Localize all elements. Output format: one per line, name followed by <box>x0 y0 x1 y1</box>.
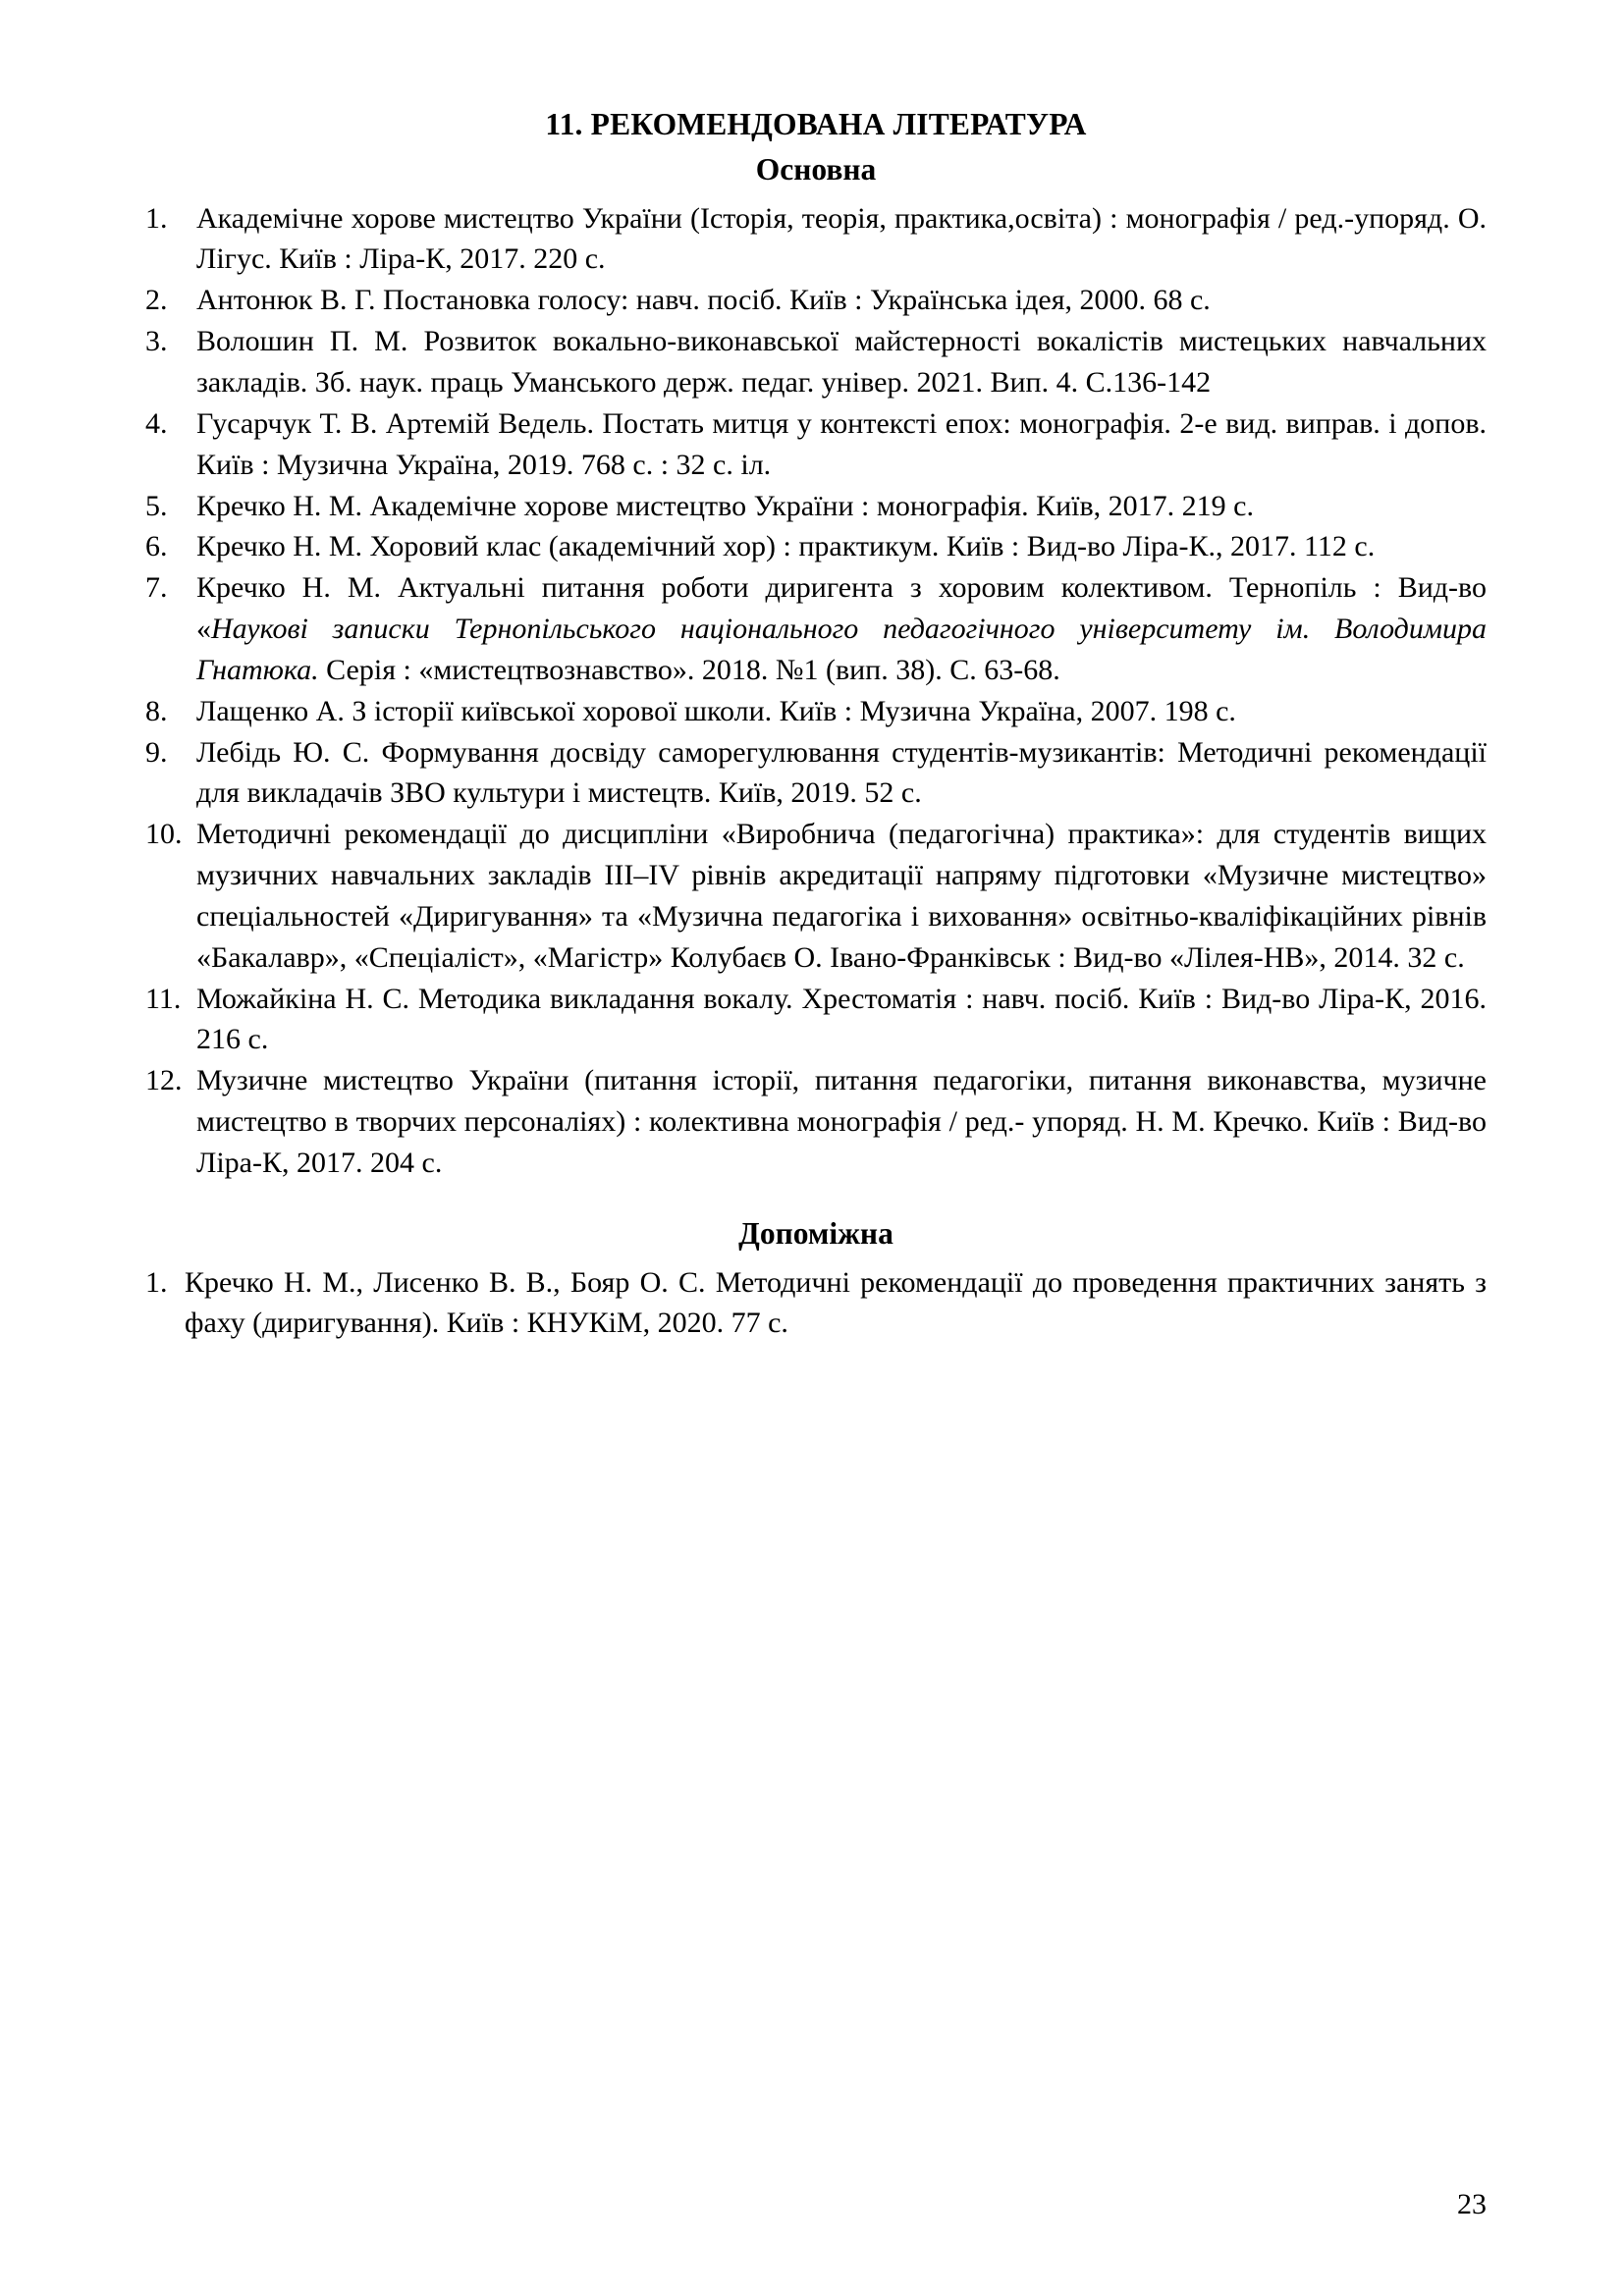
page-title: 11. РЕКОМЕНДОВАНА ЛІТЕРАТУРА <box>545 107 1087 141</box>
bibliography-entry <box>145 321 1487 403</box>
entry-number: 8. <box>145 694 168 727</box>
entry-number: 4. <box>145 406 168 440</box>
entry-number: 11. <box>145 982 182 1015</box>
entry-number: 6. <box>145 530 168 563</box>
entry-text: Антонюк В. Г. Постановка голосу: навч. посіб. Київ : Українська ідея, 2000. 68 с. <box>196 284 1211 317</box>
entry-text: Музичне мистецтво України (питання історії, питання педагогіки, питання виконавства, музичне мистецтво в творчих персоналіях) : колективна монографія / ред.- упоряд. Н. М. Кречко. Київ : Вид-во Ліра-К, 2017. 204 с. <box>196 1064 1487 1179</box>
entry-number: 1. <box>145 1265 168 1299</box>
page-number: 23 <box>1457 2188 1487 2220</box>
entry-number: 5. <box>145 489 168 522</box>
bibliography-entry <box>145 486 1487 527</box>
bibliography-entry <box>145 979 1487 1061</box>
bibliography-entry <box>145 567 1487 691</box>
entry-number: 10. <box>145 818 183 851</box>
entry-text: Волошин П. М. Розвиток вокально-виконавської майстерності вокалістів мистецьких навчальних закладів. Зб. наук. праць Уманського держ. педаг. універ. 2021. Вип. 4. С.136-142 <box>196 325 1487 399</box>
entry-text: Кречко Н. М. Хоровий клас (академічний хор) : практикум. Київ : Вид-во Ліра-К., 2017. 112 с. <box>196 530 1376 563</box>
entry-text: Можайкіна Н. С. Методика викладання вокалу. Хрестоматія : навч. посіб. Київ : Вид-во Ліра-К, 2016. 216 с. <box>196 982 1487 1056</box>
bibliography-entry <box>145 403 1487 486</box>
bibliography-entry <box>145 1262 1487 1345</box>
entry-number: 12. <box>145 1064 183 1097</box>
bibliography-list-auxiliary <box>145 1262 1487 1345</box>
entry-number: 9. <box>145 735 168 769</box>
section-heading-auxiliary: Допоміжна <box>738 1215 893 1251</box>
entry-text: Академічне хорове мистецтво України (Історія, теорія, практика,освіта) : монографія / ред.-упоряд. О. Лігус. Київ : Ліра-К, 2017. 220 с. <box>196 201 1487 276</box>
entry-text: Методичні рекомендації до дисципліни «Виробнича (педагогічна) практика»: для студентів вищих музичних навчальних закладів ІІІ–ІV рівнів акредитації напряму підготовки «Музичне мистецтво» спеціальностей «Диригування» та «Музична педагогіка і виховання» освітньо-кваліфікаційних рівнів «Бакалавр», «Спеціаліст», «Магістр» Колубаєв О. Івано-Франківськ : Вид-во «Лілея-НВ», 2014. 32 с. <box>196 818 1487 974</box>
entry-number: 2. <box>145 284 168 317</box>
entry-text: Кречко Н. М. Академічне хорове мистецтво України : монографія. Київ, 2017. 219 с. <box>196 489 1254 522</box>
entry-text-italic: Наукові записки Тернопільського національного педагогічного університету ім. Володимира Гнатюка. <box>196 613 1487 686</box>
bibliography-entry <box>145 732 1487 815</box>
bibliography-entry <box>145 198 1487 281</box>
entry-number: 3. <box>145 325 168 358</box>
bibliography-entry <box>145 691 1487 732</box>
entry-number: 1. <box>145 201 168 235</box>
bibliography-entry <box>145 280 1487 321</box>
entry-text: Кречко Н. М., Лисенко В. В., Бояр О. С. Методичні рекомендації до проведення практичних занять з фаху (диригування). Київ : КНУКіМ, 2020. 77 с. <box>185 1265 1487 1340</box>
entry-text: Кречко Н. М. Актуальні питання роботи диригента з хоровим колективом. Тернопіль : Вид-во «Наукові записки Тернопільського національного педагогічного університету ім. Володимира Гнатюка. Серія : «мистецтвознавство». 2018. №1 (вип. 38). С. 63-68. <box>196 571 1487 686</box>
entry-text: Гусарчук Т. В. Артемій Ведель. Постать митця у контексті епох: монографія. 2-е вид. виправ. і допов. Київ : Музична Україна, 2019. 768 с. : 32 с. іл. <box>196 406 1487 481</box>
bibliography-list-primary <box>145 198 1487 1184</box>
entry-text: Лебідь Ю. С. Формування досвіду саморегулювання студентів-музикантів: Методичні рекомендації для викладачів ЗВО культури і мистецтв. Київ, 2019. 52 с. <box>196 735 1487 810</box>
entry-text: Лащенко А. З історії київської хорової школи. Київ : Музична Україна, 2007. 198 с. <box>196 694 1236 727</box>
bibliography-entry <box>145 1060 1487 1184</box>
section-heading-primary: Основна <box>755 151 877 187</box>
bibliography-entry <box>145 814 1487 978</box>
bibliography-entry <box>145 526 1487 567</box>
entry-number: 7. <box>145 571 168 605</box>
